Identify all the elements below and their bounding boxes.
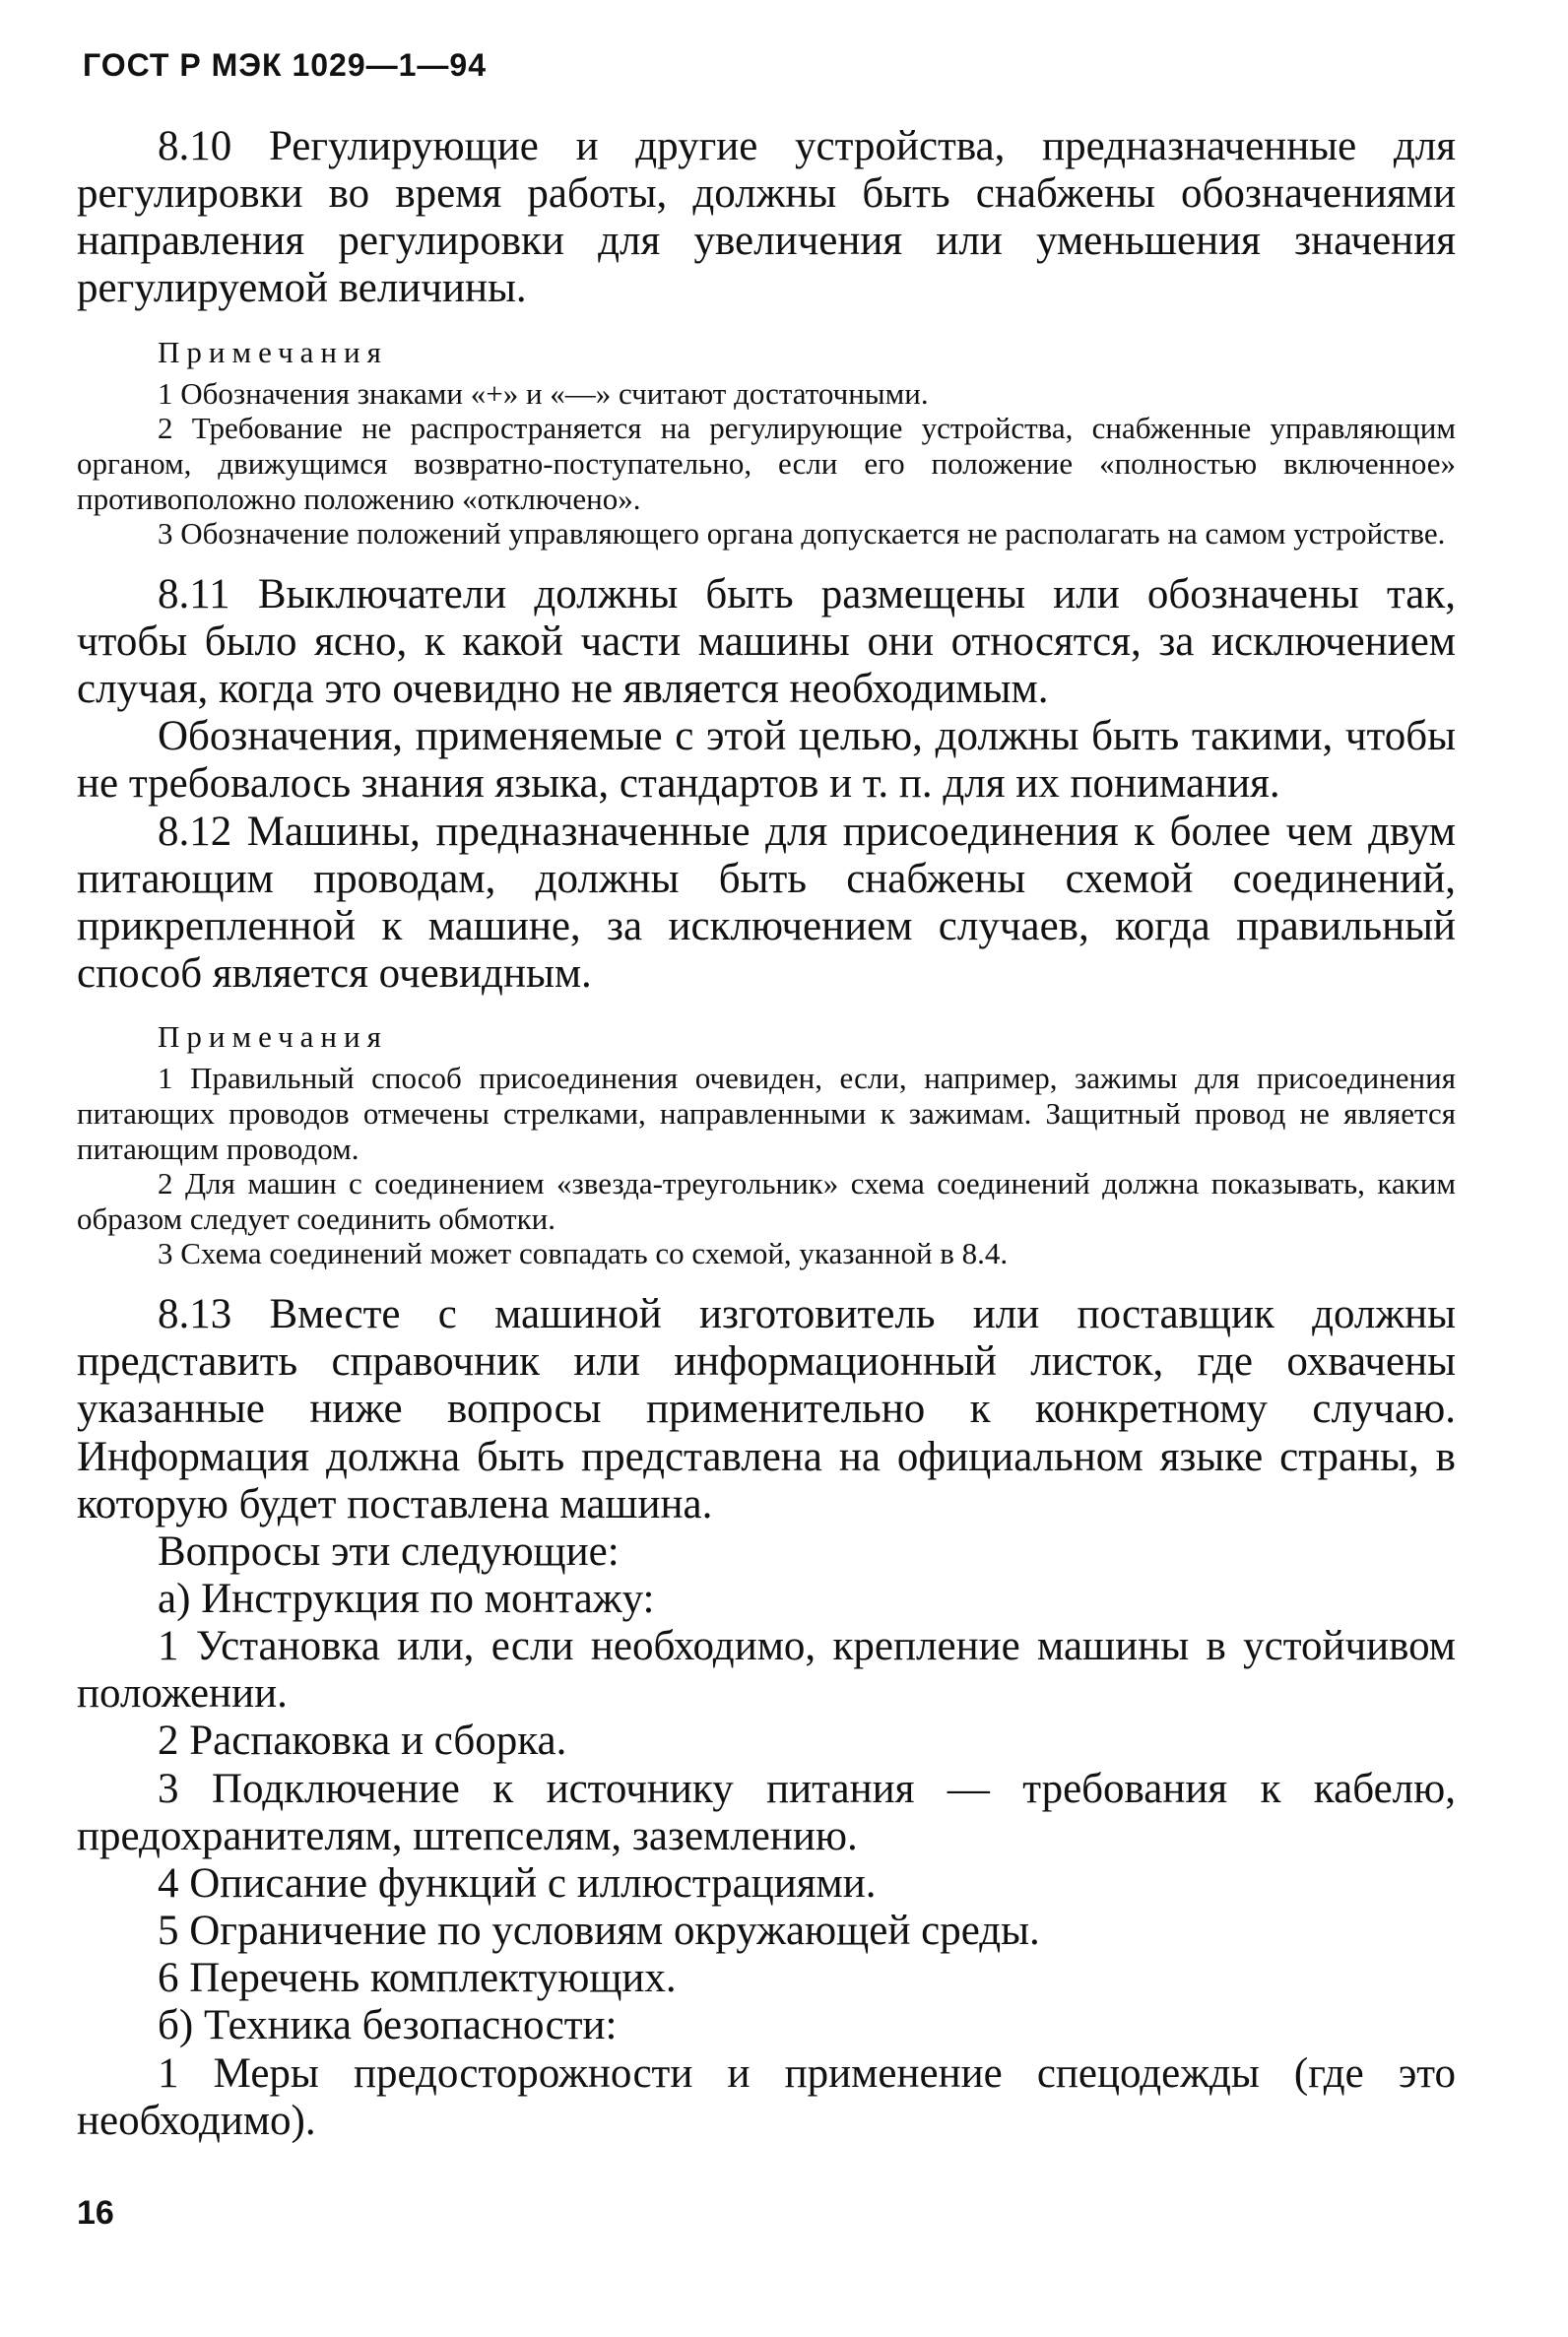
list-item: 6 Перечень комплектующих. bbox=[158, 1955, 677, 2002]
page-number: 16 bbox=[77, 2194, 114, 2232]
paragraph-8-13: 8.13 Вместе с машиной изготовитель или поставщик должны представить справочник или информационный листок, где охвачены указанные ниже вопросы применительно к конкретному случаю. Информация должна быть представлена на официальном языке страны, в которую будет поставлена машина. bbox=[77, 1291, 1456, 1527]
section-a-title: а) Инструкция по монтажу: bbox=[158, 1576, 655, 1623]
notes-title: Примечания bbox=[158, 334, 388, 369]
list-item: 4 Описание функций с иллюстрациями. bbox=[158, 1859, 877, 1907]
list-item: 5 Ограничение по условиям окружающей среды. bbox=[158, 1908, 1040, 1955]
note-item: 3 Схема соединений может совпадать со схемой, указанной в 8.4. bbox=[158, 1236, 1009, 1271]
document-page bbox=[77, 47, 1456, 2145]
note-item: 2 Для машин с соединением «звезда-треугольник» схема соединений должна показывать, каким образом следует соединить обмотки. bbox=[77, 1166, 1456, 1236]
list-item: 1 Меры предосторожности и применение спецодежды (где это необходимо). bbox=[77, 2049, 1456, 2144]
paragraph-8-12: 8.12 Машины, предназначенные для присоединения к более чем двум питающим проводам, должны быть снабжены схемой соединений, прикрепленной к машине, за исключением случаев, когда правильный способ является очевидным. bbox=[77, 808, 1456, 998]
note-item: 3 Обозначение положений управляющего органа допускается не располагать на самом устройстве. bbox=[158, 516, 1446, 552]
note-item: 2 Требование не распространяется на регулирующие устройства, снабженные управляющим органом, движущимся возвратно-поступательно, если его положение «полностью включенное» противоположно положению «отключено». bbox=[77, 411, 1456, 516]
note-item: 1 Правильный способ присоединения очевиден, если, например, зажимы для присоединения питающих проводов отмечены стрелками, направленными к зажимам. Защитный провод не является питающим проводом. bbox=[77, 1061, 1456, 1166]
paragraph-8-11: 8.11 Выключатели должны быть размещены или обозначены так, чтобы было ясно, к какой части машины они относятся, за исключением случая, когда это очевидно не является необходимым. bbox=[77, 570, 1456, 713]
paragraph-8-10: 8.10 Регулирующие и другие устройства, предназначенные для регулировки во время работы, должны быть снабжены обозначениями направления регулировки для увеличения или уменьшения значения регулируемой величины. bbox=[77, 123, 1456, 312]
notes-title: Примечания bbox=[158, 1019, 388, 1055]
notes-8-12 bbox=[77, 1019, 1456, 1271]
list-item: 1 Установка или, если необходимо, крепление машины в устойчивом положении. bbox=[77, 1623, 1456, 1718]
section-b-title: б) Техника безопасности: bbox=[158, 2002, 618, 2049]
notes-8-10 bbox=[77, 335, 1456, 552]
list-item: 2 Распаковка и сборка. bbox=[158, 1718, 567, 1765]
note-item: 1 Обозначения знаками «+» и «—» считают достаточными. bbox=[158, 375, 929, 411]
paragraph-8-11-cont: Обозначения, применяемые с этой целью, должны быть такими, чтобы не требовалось знания языка, стандартов и т. п. для их понимания. bbox=[77, 713, 1456, 808]
questions-intro: Вопросы эти следующие: bbox=[158, 1527, 620, 1575]
document-header: ГОСТ Р МЭК 1029—1—94 bbox=[83, 47, 488, 83]
list-item: 3 Подключение к источнику питания — требования к кабелю, предохранителям, штепселям, заземлению. bbox=[77, 1765, 1456, 1859]
